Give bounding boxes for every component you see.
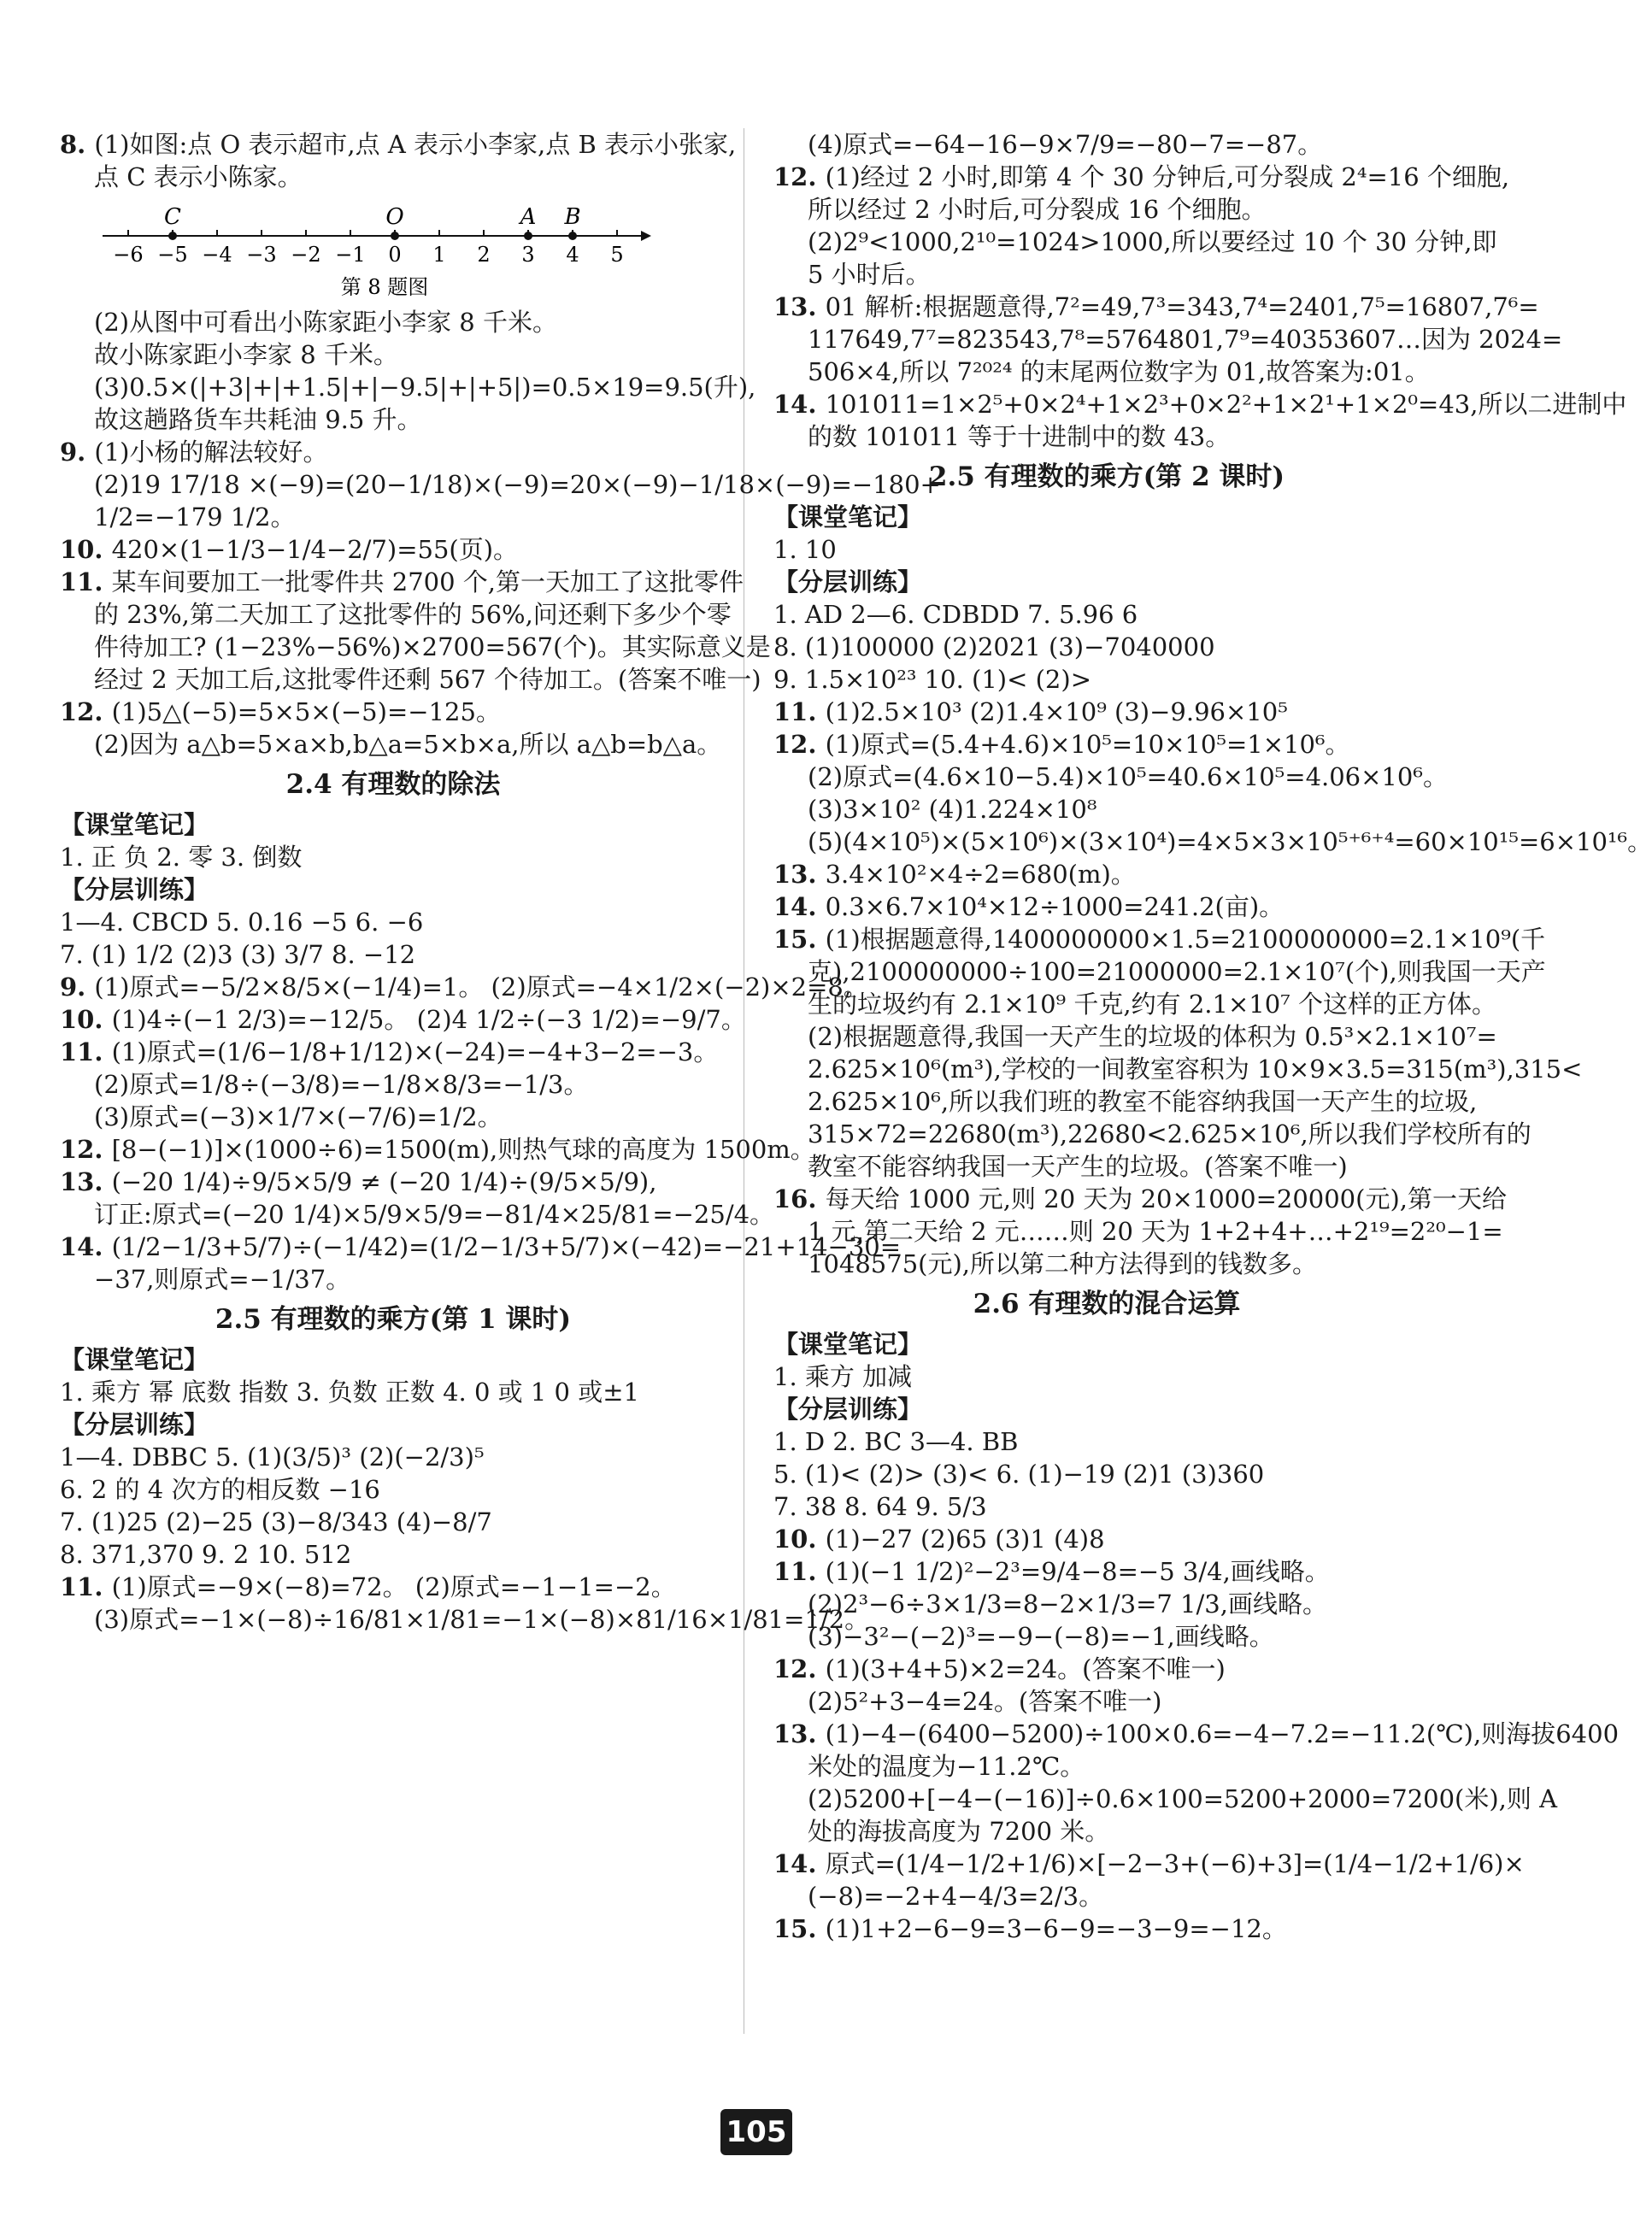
point-label: A [520, 204, 537, 230]
figure-caption: 第 8 题图 [340, 275, 429, 299]
subsection-label: 【课堂笔记】 [60, 810, 209, 839]
answer-line [773, 890, 1440, 923]
answer-text: 原式=(1/4−1/2+1/6)×[−2−3+(−6)+3]=(1/4−1/2+1/6)× [825, 1849, 1525, 1878]
tick-label: 4 [566, 243, 579, 267]
answer-line: (4)原式=−64−16−9×7/9=−80−7=−87。 [808, 130, 1323, 159]
answer-line [773, 1183, 1507, 1215]
answer-text: (1)5△(−5)=5×5×(−5)=−125。 [111, 697, 501, 726]
answer-line [60, 533, 726, 566]
answer-line [773, 631, 1440, 663]
answer-line [60, 1538, 726, 1571]
answer-line [60, 1473, 726, 1506]
answer-line [773, 1555, 1440, 1588]
subsection-label: 【分层训练】 [60, 1410, 209, 1439]
answer-text: (1)2.5×10³ (2)1.4×10⁹ (3)−9.96×10⁵ [825, 697, 1288, 726]
point-marker [391, 232, 399, 240]
answer-text: 1. 10 [773, 535, 837, 564]
question-number: 9. [60, 438, 95, 467]
answer-text: 1. AD 2—6. CDBDD 7. 5.96 6 [773, 600, 1138, 629]
number-line-figure [94, 198, 726, 301]
answer-line: 处的海拔高度为 7200 米。 [808, 1817, 1110, 1846]
answer-line [773, 533, 1440, 566]
answer-line [773, 598, 1440, 631]
question-number: 14. [60, 1232, 112, 1261]
answer-line [773, 1718, 1620, 1750]
question-number: 12. [773, 730, 826, 759]
answer-line: 315×72=22680(m³),22680<2.625×10⁶,所以我们学校所有的 [808, 1119, 1531, 1149]
answer-text: (1)根据题意得,1400000000×1.5=2100000000=2.1×10⁹(千 [825, 925, 1546, 954]
answer-line [773, 1523, 1440, 1555]
answer-line: 所以经过 2 小时后,可分裂成 16 个细胞。 [808, 195, 1267, 224]
answer-line [773, 663, 1440, 696]
answer-line: (2)根据题意得,我国一天产生的垃圾的体积为 0.5³×2.1×10⁷= [808, 1022, 1497, 1051]
tick-label: 2 [477, 243, 491, 267]
section-title: 2.5 有理数的乘方(第 2 课时) [928, 461, 1285, 492]
answer-line [773, 1653, 1440, 1685]
answer-line: (3)3×10² (4)1.224×10⁸ [808, 795, 1097, 824]
answer-line: (2)2⁹<1000,2¹⁰=1024>1000,所以要经过 10 个 30 分钟,即 [808, 227, 1497, 256]
subsection-label: 【课堂笔记】 [773, 1330, 923, 1359]
answer-line [773, 858, 1440, 890]
answer-text: 8. 371,370 9. 2 10. 512 [60, 1540, 352, 1569]
answer-line: 的数 101011 等于十进制中的数 43。 [808, 422, 1231, 451]
answer-line: 的 23%,第二天加工了这批零件的 56%,问还剩下多少个零 [94, 600, 732, 629]
answer-text: 1. 乘方 幂 底数 指数 3. 负数 正数 4. 0 或 1 0 或±1 [60, 1378, 639, 1407]
answer-line [773, 1425, 1440, 1458]
answer-text: 某车间要加工一批零件共 2700 个,第一天加工了这批零件 [111, 567, 744, 596]
answer-text: 420×(1−1/3−1/4−2/7)=55(页)。 [111, 535, 519, 564]
answer-line [773, 161, 1510, 193]
question-number: 11. [773, 697, 826, 726]
answer-text: (1)原式=−5/2×8/5×(−1/4)=1。 (2)原式=−4×1/2×(−2)×2=8。 [94, 972, 868, 1002]
answer-line [773, 696, 1440, 728]
answer-text: [8−(−1)]×(1000÷6)=1500(m),则热气球的高度为 1500m。 [111, 1135, 815, 1164]
question-number: 12. [773, 1654, 826, 1683]
answer-text: (1)如图:点 O 表示超市,点 A 表示小李家,点 B 表示小张家, [94, 130, 737, 159]
question-number: 9. [60, 972, 95, 1002]
answer-line [773, 1360, 1440, 1393]
answer-text: 9. 1.5×10²³ 10. (1)< (2)> [773, 665, 1091, 694]
answer-text: 7. (1) 1/2 (2)3 (3) 3/7 8. −12 [60, 940, 416, 969]
answer-line: 2.625×10⁶(m³),学校的一间教室容积为 10×9×3.5=315(m³),315< [808, 1055, 1583, 1084]
answer-line: (5)(4×10⁵)×(5×10⁶)×(3×10⁴)=4×5×3×10⁵⁺⁶⁺⁴=60×10¹⁵=6×10¹⁶。 [808, 827, 1652, 856]
answer-line: 1048575(元),所以第二种方法得到的钱数多。 [808, 1249, 1318, 1278]
answer-text: (1)(−1 1/2)²−2³=9/4−8=−5 3/4,画线略。 [825, 1557, 1330, 1586]
subsection-label: 【分层训练】 [773, 1395, 923, 1424]
answer-text: (1/2−1/3+5/7)÷(−1/42)=(1/2−1/3+5/7)×(−42)=−21+14−30= [111, 1232, 902, 1261]
answer-line: 点 C 表示小陈家。 [94, 162, 303, 191]
answer-line: 米处的温度为−11.2℃。 [808, 1752, 1085, 1781]
section-title: 2.5 有理数的乘方(第 1 课时) [215, 1304, 572, 1335]
answer-line: (2)19 17/18 ×(−9)=(20−1/18)×(−9)=20×(−9)−1/18×(−9)=−180+ [94, 470, 941, 499]
answer-text: 1—4. DBBC 5. (1)(3/5)³ (2)(−2/3)⁵ [60, 1442, 485, 1472]
section-title: 2.4 有理数的除法 [285, 769, 501, 800]
question-number: 8. [60, 130, 95, 159]
answer-line: (2)因为 a△b=5×a×b,b△a=5×b×a,所以 a△b=b△a。 [94, 730, 722, 759]
answer-line: 件待加工? (1−23%−56%)×2700=567(个)。其实际意义是 [94, 632, 771, 661]
answer-line [60, 841, 726, 873]
question-number: 16. [773, 1184, 826, 1213]
question-number: 10. [773, 1525, 826, 1554]
answer-text: 8. (1)100000 (2)2021 (3)−7040000 [773, 632, 1215, 661]
subsection-label: 【分层训练】 [60, 875, 209, 904]
tick-label: −2 [291, 243, 321, 267]
answer-text: (1)小杨的解法较好。 [94, 438, 328, 467]
answer-line: 5 小时后。 [808, 260, 931, 289]
answer-text: 3.4×10²×4÷2=680(m)。 [825, 860, 1136, 889]
answer-line: (3)0.5×(|+3|+|+1.5|+|−9.5|+|+5|)=0.5×19=9.5(升), [94, 373, 756, 402]
answer-line [773, 291, 1539, 323]
point-marker [168, 232, 177, 240]
answer-line: 2.625×10⁶,所以我们班的教室不能容纳我国一天产生的垃圾, [808, 1087, 1478, 1116]
page-number: 105 [720, 2109, 792, 2155]
tick-label: −5 [157, 243, 188, 267]
question-number: 10. [60, 535, 112, 564]
question-number: 10. [60, 1005, 112, 1034]
answer-line: 克),2100000000÷100=21000000=2.1×10⁷(个),则我国一天产 [808, 957, 1546, 986]
answer-line [773, 1490, 1440, 1523]
question-number: 12. [60, 1135, 112, 1164]
tick-label: −4 [202, 243, 232, 267]
answer-line: 1 元,第二天给 2 元……则 20 天为 1+2+4+…+2¹⁹=2²⁰−1= [808, 1217, 1503, 1246]
answer-line [60, 1133, 815, 1166]
answer-line: 故这趟路货车共耗油 9.5 升。 [94, 405, 422, 434]
answer-line: −37,则原式=−1/37。 [94, 1265, 351, 1294]
answer-line [60, 1231, 902, 1263]
answer-text: 5. (1)< (2)> (3)< 6. (1)−19 (2)1 (3)360 [773, 1460, 1265, 1489]
answer-text: (1)原式=(5.4+4.6)×10⁵=10×10⁵=1×10⁶。 [825, 730, 1350, 759]
answer-text: 每天给 1000 元,则 20 天为 20×1000=20000(元),第一天给 [825, 1184, 1507, 1213]
answer-line: (3)原式=(−3)×1/7×(−7/6)=1/2。 [94, 1102, 503, 1131]
question-number: 14. [773, 390, 826, 419]
question-number: 14. [773, 892, 826, 921]
answer-line [60, 436, 726, 468]
answer-text: 1. 乘方 加减 [773, 1362, 913, 1391]
axis-arrow [641, 231, 651, 241]
question-number: 13. [773, 1719, 826, 1748]
answer-text: (1)(3+4+5)×2=24。(答案不唯一) [825, 1654, 1226, 1683]
answer-text: 01 解析:根据题意得,7²=49,7³=343,7⁴=2401,7⁵=16807,7⁶= [825, 292, 1539, 321]
tick-label: 3 [521, 243, 535, 267]
question-number: 13. [60, 1167, 112, 1196]
question-number: 13. [773, 292, 826, 321]
tick-label: −1 [335, 243, 366, 267]
answer-line: (3)原式=−1×(−8)÷16/81×1/81=−1×(−8)×81/16×1/81=1/2。 [94, 1605, 870, 1634]
answer-line [773, 1458, 1440, 1490]
question-number: 12. [60, 697, 112, 726]
answer-text: (1)−4−(6400−5200)÷100×0.6=−4−7.2=−11.2(℃),则海拔6400 [825, 1719, 1620, 1748]
question-number: 11. [60, 1572, 112, 1601]
answer-line: 506×4,所以 7²⁰²⁴ 的末尾两位数字为 01,故答案为:01。 [808, 357, 1430, 386]
answer-line: 教室不能容纳我国一天产生的垃圾。(答案不唯一) [808, 1152, 1348, 1181]
answer-line [60, 1441, 726, 1473]
answer-text: 101011=1×2⁵+0×2⁴+1×2³+0×2²+1×2¹+1×2⁰=43,所以二进制中 [825, 390, 1627, 419]
answer-text: 7. 38 8. 64 9. 5/3 [773, 1492, 987, 1521]
answer-line [60, 1036, 726, 1068]
answer-text: 0.3×6.7×10⁴×12÷1000=241.2(亩)。 [825, 892, 1285, 921]
answer-line [60, 1571, 726, 1603]
tick-label: 1 [432, 243, 446, 267]
point-marker [568, 232, 577, 240]
section-title: 2.6 有理数的混合运算 [973, 1289, 1241, 1319]
question-number: 11. [60, 1037, 112, 1066]
answer-line [773, 1848, 1525, 1880]
point-label: B [564, 204, 581, 230]
answer-line [60, 971, 868, 1003]
answer-line: (2)从图中可看出小陈家距小李家 8 千米。 [94, 308, 557, 337]
answer-line [60, 1506, 726, 1538]
right-column [773, 128, 1652, 1945]
answer-line: (2)2³−6÷3×1/3=8−2×1/3=7 1/3,画线略。 [808, 1589, 1327, 1619]
answer-line: 订正:原式=(−20 1/4)×5/9×5/9=−81/4×25/81=−25/4。 [94, 1200, 775, 1229]
answer-text: 1—4. CBCD 5. 0.16 −5 6. −6 [60, 908, 424, 937]
answer-text: (1)经过 2 小时,即第 4 个 30 分钟后,可分裂成 2⁴=16 个细胞, [825, 162, 1510, 191]
answer-line [60, 128, 737, 161]
point-label: O [385, 204, 404, 230]
answer-line: (2)原式=1/8÷(−3/8)=−1/8×8/3=−1/3。 [94, 1070, 589, 1099]
answer-text: (1)4÷(−1 2/3)=−12/5。 (2)4 1/2÷(−3 1/2)=−9/7。 [111, 1005, 746, 1034]
subsection-label: 【课堂笔记】 [60, 1345, 209, 1374]
number-line [94, 198, 675, 301]
answer-text: (1)原式=(1/6−1/8+1/12)×(−24)=−4+3−2=−3。 [111, 1037, 719, 1066]
point-marker [524, 232, 532, 240]
answer-line: (3)−3²−(−2)³=−9−(−8)=−1,画线略。 [808, 1622, 1274, 1651]
answer-line [60, 1376, 726, 1408]
answer-line [773, 728, 1440, 761]
answer-line [60, 938, 726, 971]
answer-line [60, 1003, 746, 1036]
answer-line: (2)5200+[−4−(−16)]÷0.6×100=5200+2000=7200(米),则 A [808, 1784, 1558, 1813]
answer-text: (1)原式=−9×(−8)=72。 (2)原式=−1−1=−2。 [111, 1572, 676, 1601]
question-number: 14. [773, 1849, 826, 1878]
answer-text: (−20 1/4)÷9/5×5/9 ≠ (−20 1/4)÷(9/5×5/9), [111, 1167, 657, 1196]
answer-line [773, 1912, 1440, 1945]
answer-line: 故小陈家距小李家 8 千米。 [94, 340, 398, 369]
tick-label: 0 [388, 243, 402, 267]
subsection-label: 【分层训练】 [773, 567, 923, 596]
answer-line [773, 388, 1627, 420]
tick-label: 5 [610, 243, 624, 267]
answer-line: (2)5²+3−4=24。(答案不唯一) [808, 1687, 1162, 1716]
answer-line [60, 566, 744, 598]
answer-line: (−8)=−2+4−4/3=2/3。 [808, 1882, 1104, 1911]
question-number: 11. [60, 567, 112, 596]
answer-line: 117649,7⁷=823543,7⁸=5764801,7⁹=40353607…因为 2024= [808, 325, 1563, 354]
answer-line: 1/2=−179 1/2。 [94, 502, 296, 532]
answer-text: (1)−27 (2)65 (3)1 (4)8 [825, 1525, 1105, 1554]
answer-line [60, 906, 726, 938]
answer-text: (1)1+2−6−9=3−6−9=−3−9=−12。 [825, 1914, 1287, 1943]
question-number: 11. [773, 1557, 826, 1586]
answer-line [60, 1166, 726, 1198]
question-number: 15. [773, 925, 826, 954]
answer-text: 1. D 2. BC 3—4. BB [773, 1427, 1019, 1456]
answer-text: 7. (1)25 (2)−25 (3)−8/343 (4)−8/7 [60, 1507, 492, 1536]
answer-line [773, 923, 1546, 955]
answer-text: 6. 2 的 4 次方的相反数 −16 [60, 1475, 380, 1504]
tick-label: −6 [113, 243, 144, 267]
question-number: 13. [773, 860, 826, 889]
point-label: C [164, 204, 181, 230]
answer-text: 1. 正 负 2. 零 3. 倒数 [60, 843, 303, 872]
subsection-label: 【课堂笔记】 [773, 502, 923, 532]
tick-label: −3 [246, 243, 277, 267]
answer-line: 经过 2 天加工后,这批零件还剩 567 个待加工。(答案不唯一) [94, 665, 761, 694]
question-number: 12. [773, 162, 826, 191]
answer-line [60, 696, 726, 728]
answer-line: 生的垃圾约有 2.1×10⁹ 千克,约有 2.1×10⁷ 个这样的正方体。 [808, 990, 1496, 1019]
answer-line: (2)原式=(4.6×10−5.4)×10⁵=40.6×10⁵=4.06×10⁶。 [808, 762, 1448, 791]
question-number: 15. [773, 1914, 826, 1943]
